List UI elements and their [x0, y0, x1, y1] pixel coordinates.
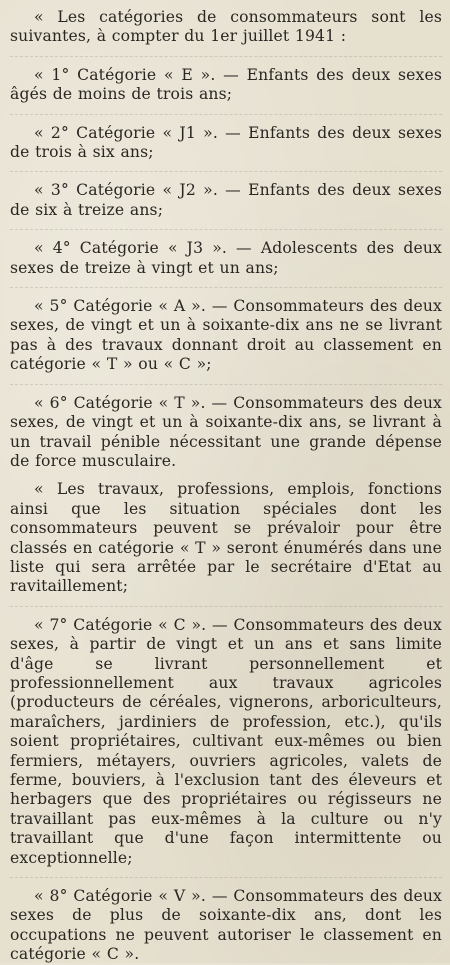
divider	[10, 56, 442, 57]
category-j1-paragraph: « 2° Catégorie « J1 ». — Enfants des deux sexes de trois à six ans;	[10, 123, 442, 162]
divider	[10, 229, 442, 230]
divider	[10, 877, 442, 878]
divider	[10, 384, 442, 385]
intro-paragraph: « Les catégories de consommateurs sont les suivantes, à compter du 1er juillet 1941 :	[10, 8, 442, 46]
category-j3-paragraph: « 4° Catégorie « J3 ». — Adolescents des deux sexes de treize à vingt et un ans;	[10, 239, 442, 277]
category-t-list-paragraph: « Les travaux, professions, emplois, fonctions ainsi que les situation spéciales dont les consommateurs peuvent se prévaloir pour être classés en catégorie « T » seront énumérés dans une liste qui sera arrêtée par le secrétaire d'Etat au ravitaillement;	[10, 480, 442, 596]
category-v-paragraph: « 8° Catégorie « V ». — Consommateurs des deux sexes de plus de soixante-dix ans, dont les occupations ne peuvent autoriser le classement en catégorie « C ».	[10, 887, 442, 964]
category-j2-paragraph: « 3° Catégorie « J2 ». — Enfants des deux sexes de six à treize ans;	[10, 181, 442, 219]
category-c-paragraph: « 7° Catégorie « C ». — Consommateurs des deux sexes, à partir de vingt et un ans et sans limite d'âge se livrant personnellement et professionnellement aux travaux agricoles (producteurs de céréales, vignerons, arboriculteurs, maraîchers, jardiniers de profession, etc.), qu'ils soient propriétaires, cultivant eux-mêmes ou bien fermiers, métayers, ouvriers agricoles, valets de ferme, bouviers, à l'exclusion tant des éleveurs et herbagers que des propriétaires ou régisseurs ne travaillant pas eux-mêmes à la culture ou n'y travaillant que d'une façon intermittente ou exceptionnelle;	[10, 615, 442, 867]
divider	[10, 606, 442, 607]
category-e-paragraph: « 1° Catégorie « E ». — Enfants des deux sexes âgés de moins de trois ans;	[10, 65, 442, 104]
category-a-paragraph: « 5° Catégorie « A ». — Consommateurs des deux sexes, de vingt et un à soixante-dix ans ne se livrant pas à des travaux donnant droit au classement en catégorie « T » ou « C »;	[10, 297, 442, 374]
divider	[10, 287, 442, 288]
divider	[10, 114, 442, 115]
divider	[10, 171, 442, 172]
category-t-paragraph: « 6° Catégorie « T ». — Consommateurs des deux sexes, de vingt et un à soixante-dix ans, se livrant à un travail pénible nécessitant une grande dépense de force musculaire.	[10, 393, 442, 470]
